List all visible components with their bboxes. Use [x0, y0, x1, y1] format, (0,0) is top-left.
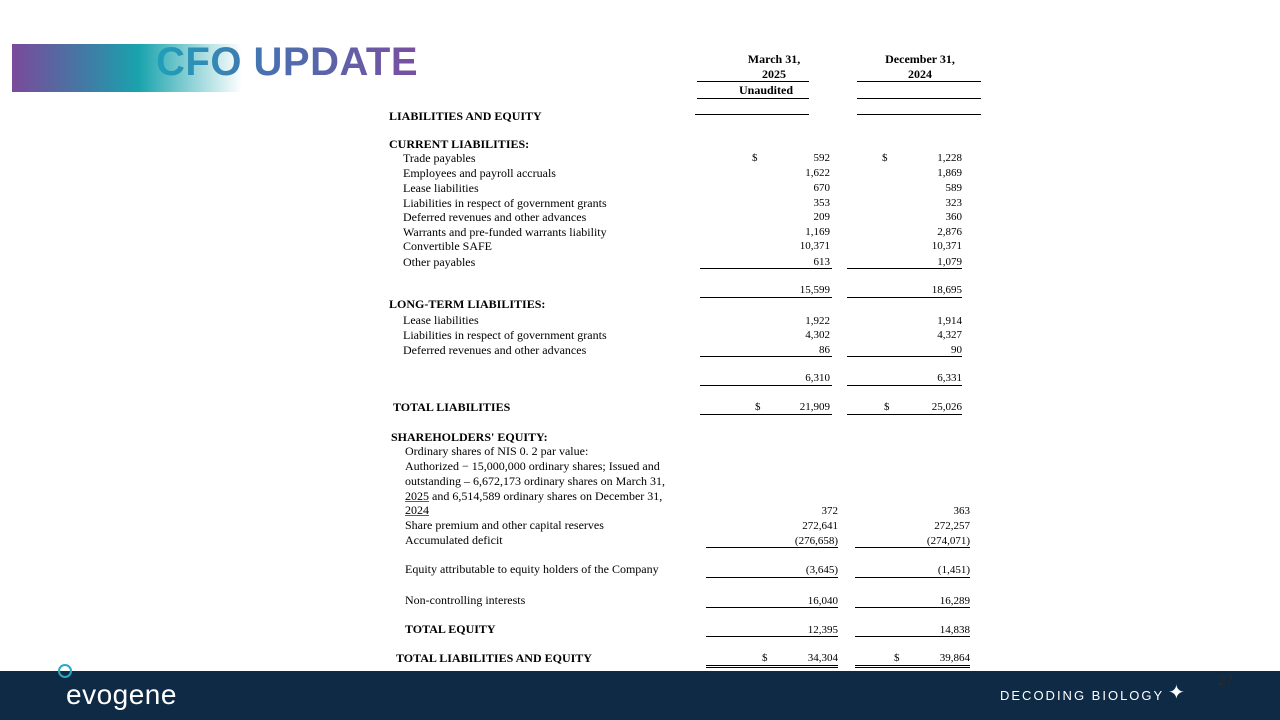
col2-header-line2: 2024	[908, 67, 932, 81]
longterm-total-2025: 6,310	[805, 372, 830, 384]
rule	[855, 547, 970, 548]
section-liabilities-equity: LIABILITIES AND EQUITY	[389, 109, 542, 123]
value-2025: 272,641	[802, 520, 838, 532]
equity-text-rest: and 6,514,589 ordinary shares on December 31,	[429, 489, 663, 503]
row-label: Deferred revenues and other advances	[403, 343, 587, 357]
sparkle-icon: ✦	[1168, 682, 1185, 704]
total-equity-2025: 12,395	[807, 624, 838, 636]
value-2024: 4,327	[937, 329, 962, 341]
rule	[706, 607, 838, 608]
value-2025: 592	[813, 152, 830, 164]
value-2025: 4,302	[805, 329, 830, 341]
rule	[855, 665, 970, 666]
value-2024: 1,079	[937, 256, 962, 268]
total-liabilities-2024: 25,026	[931, 401, 962, 413]
currency-symbol: $	[752, 152, 758, 164]
currency-symbol: $	[884, 401, 890, 413]
rule	[847, 414, 962, 415]
row-label: Trade payables	[403, 151, 476, 165]
value-2025: 86	[819, 344, 830, 356]
value-2025: 613	[813, 256, 830, 268]
col1-header-line2: 2025	[762, 67, 786, 81]
row-label: Lease liabilities	[403, 313, 479, 327]
value-2025: (276,658)	[794, 535, 838, 547]
equity-text-line	[405, 489, 662, 503]
rule	[706, 547, 838, 548]
value-2025: 1,922	[805, 315, 830, 327]
evogene-logo: evogene	[66, 679, 177, 710]
value-2024: 1,228	[937, 152, 962, 164]
value-2025: 353	[813, 197, 830, 209]
currency-symbol: $	[755, 401, 761, 413]
col2-header-line1: December 31,	[885, 52, 955, 66]
rule	[700, 297, 832, 298]
section-longterm-liabilities: LONG-TERM LIABILITIES:	[389, 297, 546, 311]
equity-year-2025: 2025	[405, 489, 429, 503]
equity-text-line: Ordinary shares of NIS 0. 2 par value:	[405, 444, 589, 458]
rule	[706, 665, 838, 666]
row-label: Liabilities in respect of government grants	[403, 196, 607, 210]
value-2025: 209	[813, 211, 830, 223]
row-label: Lease liabilities	[403, 181, 479, 195]
rule	[847, 385, 962, 386]
longterm-total-2024: 6,331	[937, 372, 962, 384]
value-2024: (274,071)	[926, 535, 970, 547]
rule	[855, 667, 970, 668]
rule	[847, 297, 962, 298]
rule	[697, 98, 809, 99]
row-label: Liabilities in respect of government grants	[403, 328, 607, 342]
rule	[700, 268, 832, 269]
value-2024: (1,451)	[937, 564, 970, 576]
row-label: Deferred revenues and other advances	[403, 210, 587, 224]
rule	[700, 385, 832, 386]
current-total-2024: 18,695	[931, 284, 962, 296]
value-2025: 16,040	[807, 595, 838, 607]
currency-symbol: $	[762, 652, 768, 664]
value-2024: 272,257	[934, 520, 970, 532]
row-label: Share premium and other capital reserves	[405, 518, 604, 532]
row-label: Warrants and pre-funded warrants liability	[403, 225, 607, 239]
row-label: Other payables	[403, 255, 476, 269]
rule	[847, 356, 962, 357]
col1-header-line1: March 31,	[747, 52, 801, 66]
col1-header-sub: Unaudited	[738, 83, 794, 97]
shares-2024: 363	[953, 505, 970, 517]
footer-tagline: DECODING BIOLOGY	[1000, 688, 1165, 703]
value-2025: (3,645)	[805, 564, 838, 576]
value-2025: 670	[813, 182, 830, 194]
rule	[857, 98, 981, 99]
section-shareholders-equity: SHAREHOLDERS' EQUITY:	[391, 430, 548, 444]
equity-text-line: outstanding – 6,672,173 ordinary shares on March 31,	[405, 474, 665, 488]
row-label: Accumulated deficit	[405, 533, 503, 547]
value-2024: 2,876	[937, 226, 962, 238]
current-total-2025: 15,599	[799, 284, 830, 296]
rule	[855, 577, 970, 578]
rule	[700, 414, 832, 415]
shares-2025: 372	[821, 505, 838, 517]
value-2024: 1,869	[937, 167, 962, 179]
equity-text-line: 2024	[405, 503, 429, 517]
logo-spark-icon	[58, 664, 72, 678]
row-label: Employees and payroll accruals	[403, 166, 556, 180]
total-liabilities-equity-label: TOTAL LIABILITIES AND EQUITY	[396, 651, 592, 665]
currency-symbol: $	[894, 652, 900, 664]
value-2025: 10,371	[799, 240, 830, 252]
rule	[695, 114, 809, 115]
rule	[706, 577, 838, 578]
currency-symbol: $	[882, 152, 888, 164]
page-title: CFO UPDATE	[156, 40, 419, 84]
rule	[700, 356, 832, 357]
total-le-2025: 34,304	[807, 652, 838, 664]
value-2024: 323	[945, 197, 962, 209]
rule	[857, 81, 981, 82]
value-2024: 90	[951, 344, 962, 356]
value-2024: 589	[945, 182, 962, 194]
rule	[697, 81, 809, 82]
value-2025: 1,622	[805, 167, 830, 179]
row-label: Non-controlling interests	[405, 593, 526, 607]
rule	[706, 667, 838, 668]
rule	[857, 114, 981, 115]
row-label: Equity attributable to equity holders of the Company	[405, 562, 659, 576]
total-equity-label: TOTAL EQUITY	[405, 622, 496, 636]
total-le-2024: 39,864	[939, 652, 970, 664]
value-2024: 1,914	[937, 315, 962, 327]
total-equity-2024: 14,838	[939, 624, 970, 636]
value-2024: 360	[945, 211, 962, 223]
section-current-liabilities: CURRENT LIABILITIES:	[389, 137, 530, 151]
page-number: 27	[1218, 672, 1234, 688]
total-liabilities-label: TOTAL LIABILITIES	[393, 400, 511, 414]
rule	[706, 636, 838, 637]
rule	[855, 607, 970, 608]
rule	[847, 268, 962, 269]
value-2024: 10,371	[931, 240, 962, 252]
row-label: Convertible SAFE	[403, 239, 492, 253]
rule	[855, 636, 970, 637]
value-2024: 16,289	[939, 595, 970, 607]
total-liabilities-2025: 21,909	[799, 401, 830, 413]
equity-text-line: Authorized − 15,000,000 ordinary shares; Issued and	[405, 459, 660, 473]
value-2025: 1,169	[805, 226, 830, 238]
